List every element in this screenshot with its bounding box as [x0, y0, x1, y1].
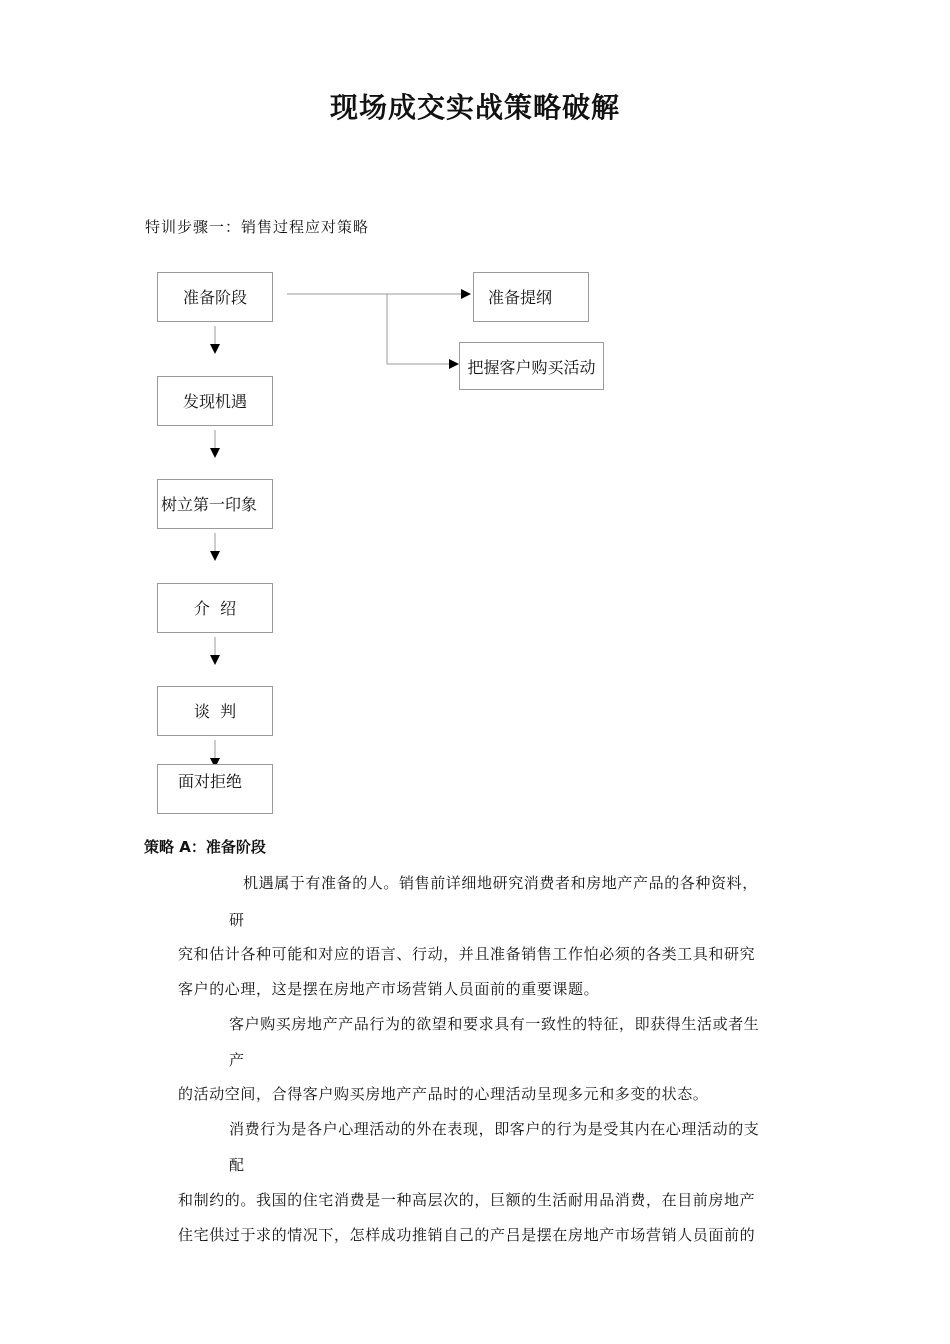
body-line: 究和估计各种可能和对应的语言、行动，并且准备销售工作怕必须的各类工具和研究 — [178, 945, 756, 963]
flow-branch-purchase-activity: 把握客户购买活动 — [459, 342, 604, 390]
flow-step-introduce: 介 绍 — [157, 583, 273, 633]
body-line: 消费行为是各户心理活动的外在表现，即客户的行为是受其内在心理活动的支 — [229, 1120, 760, 1138]
body-line: 客户的心理，这是摆在房地产市场营销人员面前的重要课题。 — [178, 980, 600, 998]
body-line: 客户购买房地产产品行为的欲望和要求具有一致性的特征，即获得生活或者生 — [229, 1015, 760, 1033]
flow-step-first-impression: 树立第一印象 — [157, 479, 273, 529]
body-line: 的活动空间，合得客户购买房地产产品时的心理活动呈现多元和多变的状态。 — [178, 1085, 709, 1103]
body-line: 配 — [229, 1156, 245, 1174]
training-step-subtitle: 特训步骤一：销售过程应对策略 — [145, 218, 370, 236]
flow-step-face-rejection: 面对拒绝 — [157, 764, 273, 814]
page-title: 现场成交实战策略破解 — [329, 91, 620, 124]
flow-step-negotiate: 谈 判 — [157, 686, 273, 736]
flow-step-prepare: 准备阶段 — [157, 272, 273, 322]
body-line: 产 — [229, 1051, 245, 1069]
body-line: 住宅供过于求的情况下，怎样成功推销自己的产吕是摆在房地产市场营销人员面前的 — [178, 1226, 756, 1244]
body-line: 研 — [229, 911, 245, 929]
flow-branch-outline: 准备提纲 — [473, 272, 589, 322]
body-line: 和制约的。我国的住宅消费是一种高层次的，巨额的生活耐用品消费，在目前房地产 — [178, 1191, 756, 1209]
section-heading: 策略 A：准备阶段 — [144, 838, 266, 856]
flow-step-discover-opportunity: 发现机遇 — [157, 376, 273, 426]
body-line: 机遇属于有准备的人。销售前详细地研究消费者和房地产产品的各种资料， — [243, 874, 758, 892]
